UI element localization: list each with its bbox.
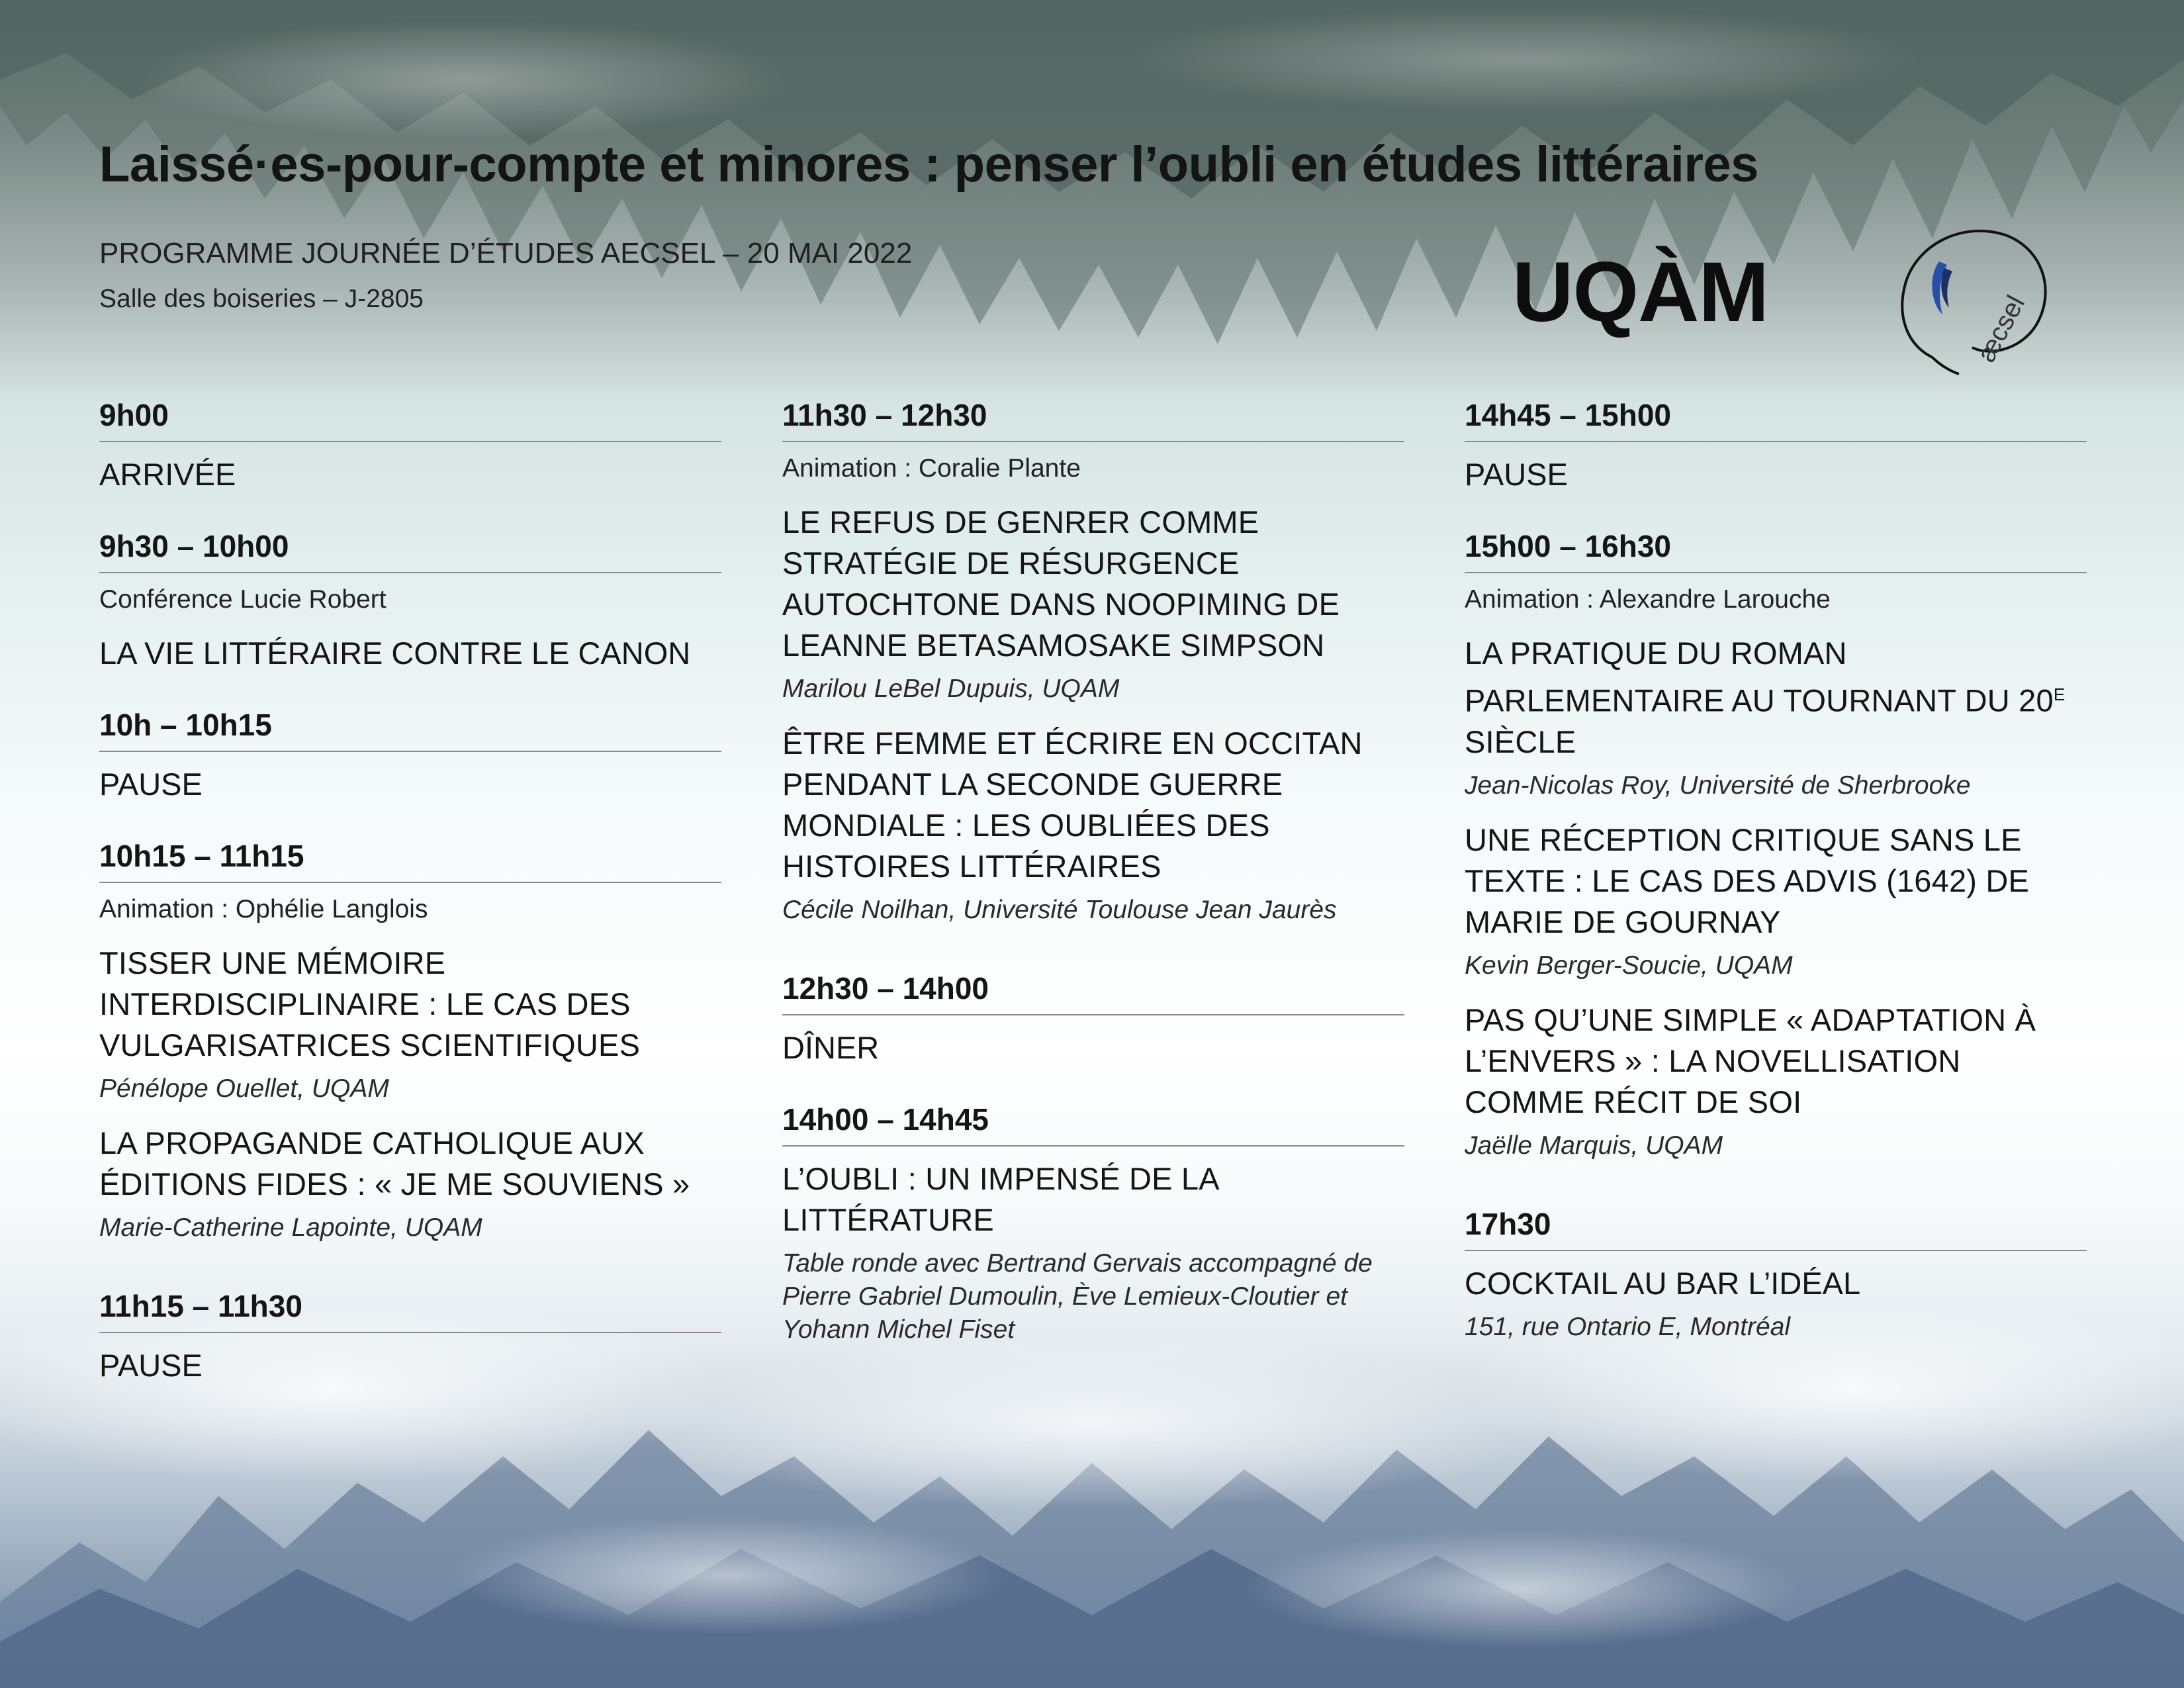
talk-title: TISSER UNE MÉMOIRE INTERDISCIPLINAIRE : LE CAS DES VULGARISATRICES SCIENTIFIQUES: [99, 945, 641, 1062]
page-title: Laissé·es-pour-compte et minores : penser l’oubli en études littéraires: [99, 136, 1758, 193]
talk-item: [1465, 1000, 2087, 1162]
talk-title: LA PROPAGANDE CATHOLIQUE AUX ÉDITIONS FIDES : « JE ME SOUVIENS »: [99, 1125, 690, 1201]
talk-author: Kevin Berger-Soucie, UQAM: [1465, 951, 1793, 980]
talk-title: ÊTRE FEMME ET ÉCRIRE EN OCCITAN PENDANT LA SECONDE GUERRE MONDIALE : LES OUBLIÉES DES HISTOIRES LITTÉRAIRES: [782, 726, 1363, 884]
session-label: PAUSE: [99, 1348, 203, 1383]
talk-item: [782, 502, 1404, 706]
talk-item: [782, 723, 1404, 927]
talk-item: [1465, 633, 2087, 802]
talk-author: Pénélope Ouellet, UQAM: [99, 1074, 389, 1103]
ordinal-superscript: E: [2053, 684, 2066, 704]
session-label: PAUSE: [99, 767, 203, 802]
talk-title-part: LA PRATIQUE DU ROMAN PARLEMENTAIRE AU TOURNANT DU 20: [1465, 635, 2054, 718]
schedule-block: [99, 838, 721, 1244]
schedule-block: [99, 528, 721, 674]
schedule-block: [782, 970, 1404, 1068]
session-host: Animation : Alexandre Larouche: [1465, 585, 1831, 614]
time-slot: 11h30 – 12h30: [782, 397, 1404, 442]
schedule-block: [99, 707, 721, 805]
schedule-block: [1465, 1206, 2087, 1344]
time-slot: 9h00: [99, 397, 721, 442]
time-slot: 14h00 – 14h45: [782, 1102, 1404, 1147]
time-slot: 12h30 – 14h00: [782, 970, 1404, 1015]
session-label: PAUSE: [1465, 457, 1568, 492]
talk-author: Marilou LeBel Dupuis, UQAM: [782, 675, 1120, 703]
talk-author: Marie-Catherine Lapointe, UQAM: [99, 1213, 482, 1242]
schedule-block: [99, 1288, 721, 1386]
uqam-logo: UQÀM: [1512, 245, 1769, 340]
aecsel-logo-text: æcsel: [1972, 291, 2031, 367]
time-slot: 15h00 – 16h30: [1465, 528, 2087, 573]
program-subtitle: PROGRAMME JOURNÉE D’ÉTUDES AECSEL – 20 MAI 2022: [99, 237, 913, 269]
schedule-column-3: [1465, 397, 2087, 1377]
talk-title: PAS QU’UNE SIMPLE « ADAPTATION À L’ENVERS » : LA NOVELLISATION COMME RÉCIT DE SOI: [1465, 1002, 2036, 1119]
schedule-column-2: [782, 397, 1404, 1380]
talk-item: [782, 1158, 1404, 1346]
aecsel-logo: [1893, 215, 2058, 387]
session-label: ARRIVÉE: [99, 457, 236, 492]
talk-title: UNE RÉCEPTION CRITIQUE SANS LE TEXTE : LE CAS DES ADVIS (1642) DE MARIE DE GOURNAY: [1465, 821, 2030, 939]
session-label: COCKTAIL AU BAR L’IDÉAL: [1465, 1265, 1861, 1301]
talk-title-part: SIÈCLE: [1465, 724, 1576, 759]
time-slot: 14h45 – 15h00: [1465, 397, 2087, 442]
talk-title: LE REFUS DE GENRER COMME STRATÉGIE DE RÉSURGENCE AUTOCHTONE DANS NOOPIMING DE LEANNE BETASAMOSAKE SIMPSON: [782, 504, 1340, 663]
event-address: 151, rue Ontario E, Montréal: [1465, 1312, 1791, 1341]
talk-author: Cécile Noilhan, Université Toulouse Jean Jaurès: [782, 896, 1337, 924]
session-label: DÎNER: [782, 1030, 880, 1065]
talk-author: Jaëlle Marquis, UQAM: [1465, 1131, 1723, 1160]
talk-title: L’OUBLI : UN IMPENSÉ DE LA LITTÉRATURE: [782, 1161, 1218, 1237]
talk-item: [99, 1123, 721, 1244]
time-slot: 10h – 10h15: [99, 707, 721, 752]
schedule-block: [782, 1102, 1404, 1346]
session-host: Animation : Ophélie Langlois: [99, 895, 428, 923]
talk-author: Jean-Nicolas Roy, Université de Sherbrooke: [1465, 771, 1971, 800]
schedule-block: [99, 397, 721, 495]
talk-author: Table ronde avec Bertrand Gervais accompagné de Pierre Gabriel Dumoulin, Ève Lemieux-Cloutier et Yohann Michel Fiset: [782, 1249, 1373, 1344]
time-slot: 11h15 – 11h30: [99, 1288, 721, 1333]
time-slot: 9h30 – 10h00: [99, 528, 721, 573]
time-slot: 17h30: [1465, 1206, 2087, 1251]
time-slot: 10h15 – 11h15: [99, 838, 721, 883]
schedule-block: [1465, 397, 2087, 495]
talk-item: [99, 943, 721, 1105]
session-label: LA VIE LITTÉRAIRE CONTRE LE CANON: [99, 635, 691, 671]
talk-title: [1465, 633, 2087, 763]
venue-text: Salle des boiseries – J-2805: [99, 285, 424, 313]
session-host: Animation : Coralie Plante: [782, 454, 1081, 483]
schedule-block: [1465, 528, 2087, 1162]
schedule-column-1: [99, 397, 721, 1419]
session-host: Conférence Lucie Robert: [99, 585, 387, 614]
talk-item: [1465, 820, 2087, 982]
schedule-block: [782, 397, 1404, 927]
